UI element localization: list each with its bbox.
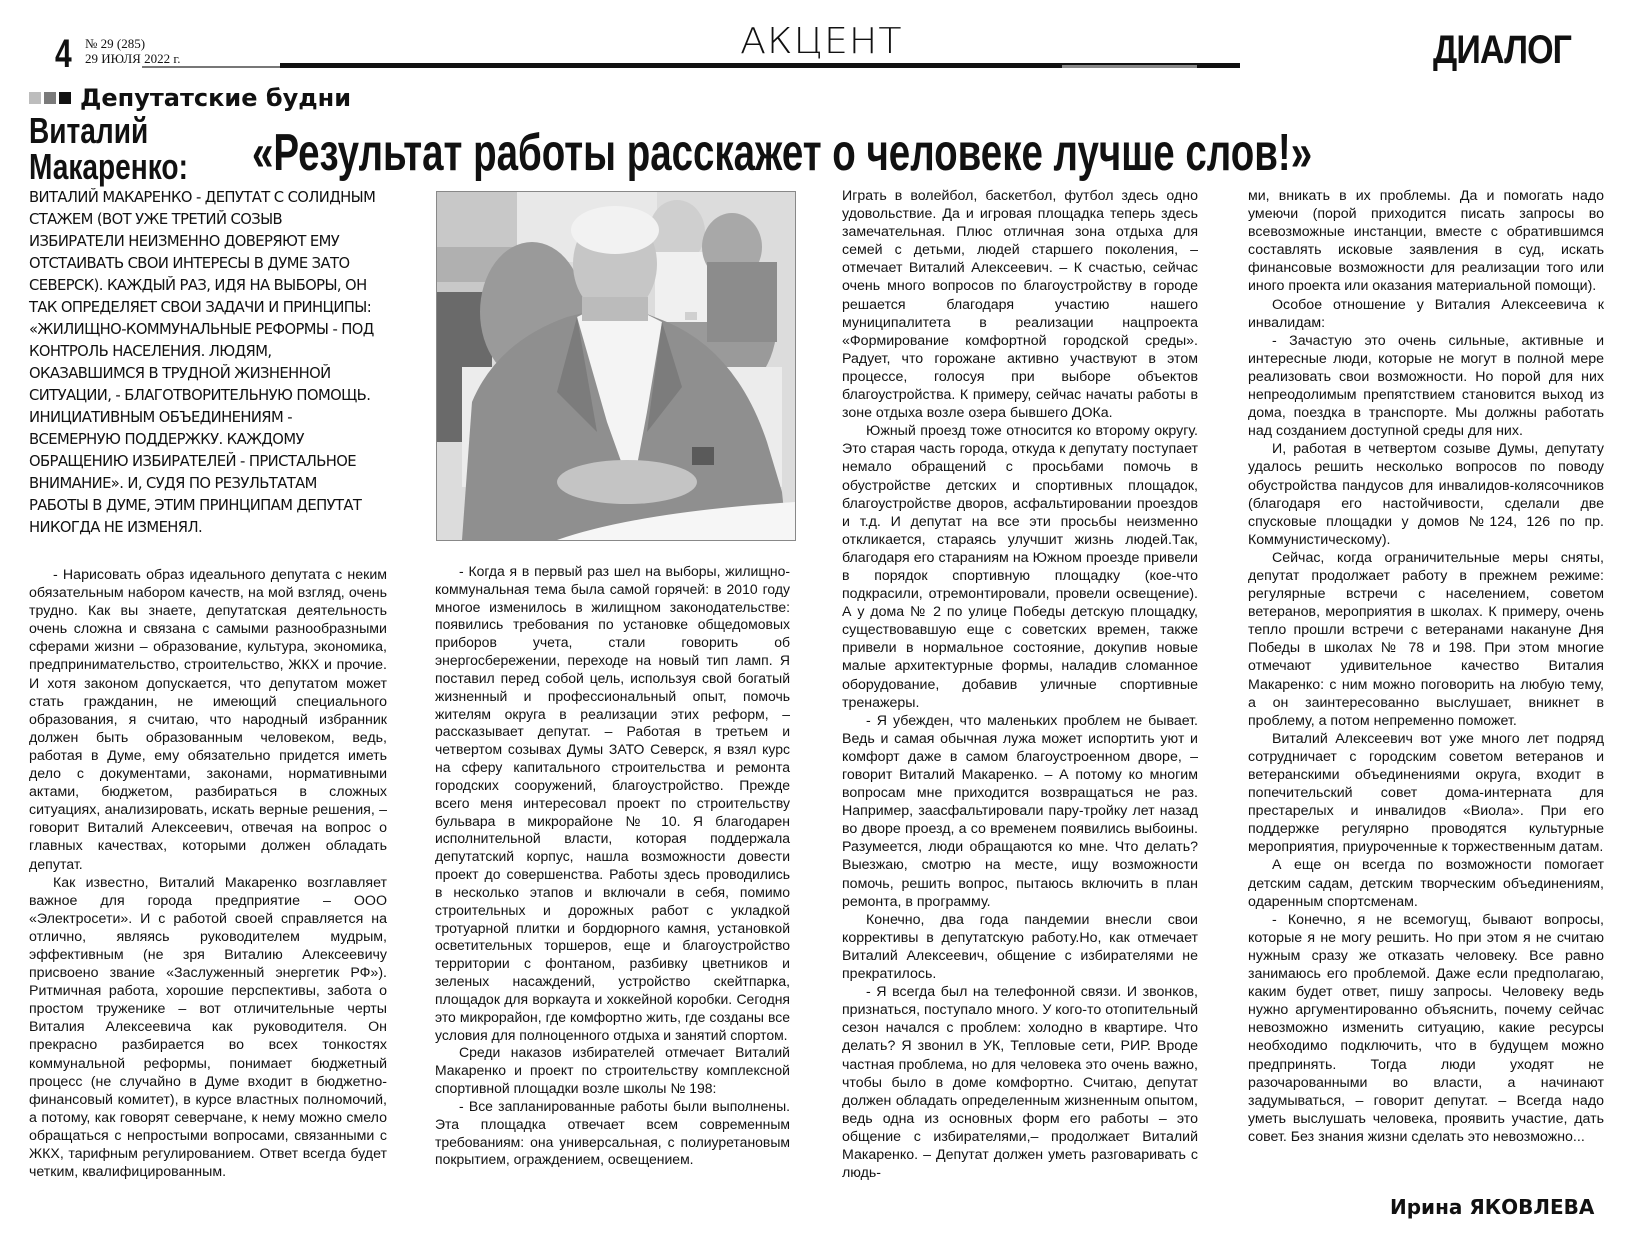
paragraph: И, работая в четвертом созыве Думы, депутату удалось решить несколько вопросов по поводу обустройства пандусов для инвалидов-колясочников (благодаря его настойчивости, сделали две спусковые площадки у домов №124, 126 по пр. Коммунистическому). bbox=[1248, 441, 1604, 548]
subject-name bbox=[29, 110, 188, 187]
paragraph: Конечно, два года пандемии внесли свои коррективы в депутатскую работу.Но, как отмечает Виталий Алексеевич, общение с избирателями не прекратилось. bbox=[842, 911, 1198, 983]
author-last-name: ЯКОВЛЕВА bbox=[1469, 1195, 1595, 1219]
article-column-1 bbox=[29, 566, 387, 1181]
section-title bbox=[0, 22, 1642, 62]
paragraph: ми, вникать в их проблемы. Да и помогать надо умеючи (порой приходится писать запросы во всевозможные инстанции, вместе с обратившимся составлять исковые заявления в суд, искать финансовые возможности для реализации того или иного проекта или оказания материальной помощи). bbox=[1248, 188, 1604, 295]
article-column-3 bbox=[842, 187, 1198, 1182]
portrait-illustration bbox=[437, 192, 795, 540]
rubric-title: Депутатские будни bbox=[80, 84, 352, 112]
author-byline bbox=[1390, 1195, 1594, 1219]
paragraph: А еще он всегда по возможности помогает детским садам, детским творческим объединениям, одаренным спортсменам. bbox=[1248, 857, 1604, 910]
paragraph: - Все запланированные работы были выполнены. Эта площадка отвечает всем современным требованиям: она универсальная, с полиуретановым покрытием, ограждением, освещением. bbox=[435, 1097, 790, 1168]
paragraph: Играть в волейбол, баскетбол, футбол здесь одно удовольствие. Да и игровая площадка теперь здесь замечательная. Плюс отличная зона отдыха для семей с детьми, людей старшего поколения, – отмечает Виталий Алексеевич. – К счастью, сейчас очень много вопросов по благоустройству в городе решается благодаря участию нашего муниципалитета в реализации нацпроекта «Формирование комфортной городской среды». Радует, что горожане активно участвуют в этом процессе, голосуя при выборе объектов благоустройства. К примеру, сейчас начаты работы в зоне отдыха возле озера бывшего ДОКа. bbox=[842, 188, 1198, 422]
paragraph: Сейчас, когда ограничительные меры сняты, депутат продолжает работу в прежнем режиме: регулярные встречи с населением, советом ветеранов, мероприятия в школах. К примеру, очень тепло прошли встречи с ветеранами накануне Дня Победы в школах № 78 и 198. При этом многие отмечают удивительное качество Виталия Макаренко: с ним можно поговорить на любую тему, а он заинтересованно выслушает, вникнет в проблему, а потом непременно поможет. bbox=[1248, 549, 1604, 729]
paragraph: Среди наказов избирателей отмечает Виталий Макаренко и проект по строительству комплексной спортивной площадки возле школы № 198: bbox=[435, 1044, 790, 1097]
subject-first-name: Виталий bbox=[29, 110, 149, 151]
paragraph: - Конечно, я не всемогущ, бывают вопросы, которые я не могу решить. Но при этом я не считаю нужным сразу же отказать человеку. Все равно занимаюсь его проблемой. Даже если предполагаю, каким будет ответ, пишу запросы. Человеку ведь нужно аргументированно объяснить, почему сейчас невозможно изменить ситуацию, какие ресурсы необходимо подключить, что в будущем можно предпринять. Тогда люди уходят не разочарованными во власти, а начинают задумываться, – говорит депутат. – Всегда надо уметь выслушать человека, проявить участие, дать совет. Без знания жизни сделать это невозможно... bbox=[1248, 911, 1604, 1145]
header-rule-left bbox=[142, 66, 280, 68]
paragraph: Виталий Алексеевич вот уже много лет подряд сотрудничает с городским советом ветеранов и ветеранскими объединениями округа, входит в попечительский совет дома-интерната для престарелых и инвалидов «Виола». При его поддержке регулярно проводятся культурные мероприятия, приуроченные к торжественным датам. bbox=[1248, 730, 1604, 856]
page-number: 4 bbox=[55, 32, 72, 76]
paragraph: - Я всегда был на телефонной связи. И звонков, признаться, поступало много. У кого-то отопительный сезон начался с проблем: холодно в квартире. Что делать? Я звонил в УК, Тепловые сети, РИР. Вроде частная проблема, но для человека это очень важно, чтобы было в доме комфортно. Считаю, депутат должен обладать определенным жизненным опытом, ведь одна из основных форм его работы – это общение с избирателями,– продолжает Виталий Макаренко. – Депутат должен уметь разговаривать с людь- bbox=[842, 984, 1199, 1182]
rubric bbox=[29, 84, 351, 112]
paragraph: Особое отношение у Виталия Алексеевича к инвалидам: bbox=[1248, 296, 1604, 331]
header-rule-right bbox=[1062, 65, 1197, 68]
portrait-photo bbox=[436, 191, 796, 541]
issue-number: № 29 (285) bbox=[85, 36, 146, 51]
rubric-square-icon bbox=[29, 92, 41, 104]
subject-last-name: Макаренко: bbox=[29, 146, 188, 187]
paragraph: - Когда я в первый раз шел на выборы, жилищно-коммунальная тема была самой горячей: в 2010 году многое изменилось в жилищном законодательстве: появились требования по установке общедомовых приборов учета, стали говорить об энергосбережении, переходе на новый тип ламп. Я поставил перед собой цель, используя свой богатый жизненный и профессиональный опыт, помочь жителям округа в реализации этих реформ, – рассказывает депутат. – Работая в третьем и четвертом созывах Думы ЗАТО Северск, я взял курс на сферу капитального строительства и ремонта городских сооружений, благоустройство. Прежде всего меня интересовал проект по строительству бульвара в микрорайоне № 10. Я благодарен исполнительной власти, которая поддержала депутатский корпус, нашла возможности довести проект до совершенства. Работы здесь проводились в несколько этапов и включали в себя, помимо строительных и дорожных работ с укладкой тротуарной плитки и бордюрного камня, установкой осветительных торшеров, еще и благоустройство территории с фонтаном, разбивку цветников и зеленых насаждений, устройство скейтпарка, площадок для воркаута и хоккейной коробки. Сегодня это микрорайон, где комфортно жить, где созданы все условия для полноценного отдыха и занятий спортом. bbox=[435, 563, 790, 1043]
issue-date: 29 ИЮЛЯ 2022 г. bbox=[85, 51, 181, 66]
paragraph: - Нарисовать образ идеального депутата с неким обязательным набором качеств, на мой взгляд, очень трудно. Как вы знаете, депутатская деятельность очень сложна и связана с самыми разнообразными сферами жизни – образование, культура, экономика, предпринимательство, строительство, ЖКХ и прочие. И хотя законом допускается, что депутатом может стать гражданин, не имеющий специального образования, я считаю, что народный избранник должен быть образованным человеком, ведь, работая в Думе, ему обязательно придется иметь дело с документами, законами, нормативными актами, бюджетом, разбираться в сложных ситуациях, анализировать, искать верные решения, – говорит Виталий Алексеевич, отвечая на вопрос о главных качествах, которыми должен обладать депутат. bbox=[29, 567, 387, 873]
rubric-square-icon bbox=[59, 92, 71, 104]
paragraph: Как известно, Виталий Макаренко возглавляет важное для города предприятие – ООО «Электросети». И с работой своей справляется на отлично, являясь руководителем мудрым, эффективным (не зря Виталию Алексеевичу присвоено звание «Заслуженный энергетик РФ»). Ритмичная работа, хорошие перспективы, забота о простом труженике – вот отличительные черты Виталия Алексеевича как руководителя. Он прекрасно разбирается во всех тонкостях коммунальной реформы, понимает бюджетный процесс (не случайно в Думе входит в бюджетно-финансовый комитет), в курсе властных полномочий, а потому, как говорят северчане, к нему можно смело обращаться с непростыми вопросами, связанными с ЖКХ, тарифным регулированием. Ответ всегда будет четким, квалифицированным. bbox=[29, 874, 387, 1181]
article-column-4 bbox=[1248, 187, 1604, 1146]
paragraph: - Зачастую это очень сильные, активные и интересные люди, которые не могут в полной мере реализовать свои возможности. Но порой для них непреодолимым препятствием становится выход из дома, поездка в транспорте. Мы должны работать над созданием доступной среды для них. bbox=[1248, 332, 1604, 440]
article-column-2 bbox=[435, 563, 790, 1169]
author-first-name: Ирина bbox=[1390, 1195, 1463, 1219]
paragraph: - Я убежден, что маленьких проблем не бывает. Ведь и самая обычная лужа может испортить уют и комфорт даже в самом благоустроенном дворе, – говорит Виталий Макаренко. – А потому ко многим вопросам мне приходится возвращаться не раз. Например, заасфальтировали пару-тройку лет назад во дворе проезд, а со временем появились выбоины. Разумеется, люди обращаются ко мне. Что делать? Выезжаю, смотрю на месте, ищу возможности помочь, решить вопрос, пытаюсь включить в план ремонта, в программу. bbox=[842, 712, 1198, 910]
newspaper-logo: ДИАЛОГ bbox=[1433, 28, 1572, 72]
paragraph: Южный проезд тоже относится ко второму округу. Это старая часть города, откуда к депутату поступает немало обращений с просьбами помочь в обустройстве детских и спортивных площадок, благоустройстве дворов, асфальтировании проездов и т.д. И депутат на все эти просьбы неизменно откликается, стараясь улучшит жизнь людей.Так, благодаря его стараниям на Южном проезде привели в порядок спортивную площадку (кое-что подкрасили, отремонтировали, провели освещение). А у дома № 2 по улице Победы детскую площадку, существовавшую еще с советских времен, также привели в нормальное состояние, докупив новые малые архитектурные формы, наладив сломанное оборудование, добавив уличные спортивные тренажеры. bbox=[842, 423, 1198, 711]
section-title-text: АКЦЕНТ bbox=[739, 21, 903, 62]
headline: «Результат работы расскажет о человеке лучше слов!» bbox=[252, 124, 1313, 182]
rubric-square-icon bbox=[44, 92, 56, 104]
lead-paragraph: ВИТАЛИЙ МАКАРЕНКО - ДЕПУТАТ С СОЛИДНЫМ СТАЖЕМ (ВОТ УЖЕ ТРЕТИЙ СОЗЫВ ИЗБИРАТЕЛИ НЕИЗМЕННО ДОВЕРЯЮТ ЕМУ ОТСТАИВАТЬ СВОИ ИНТЕРЕСЫ В ДУМЕ ЗАТО СЕВЕРСК). КАЖДЫЙ РАЗ, ИДЯ НА ВЫБОРЫ, ОН ТАК ОПРЕДЕЛЯЕТ СВОИ ЗАДАЧИ И ПРИНЦИПЫ: «ЖИЛИЩНО-КОММУНАЛЬНЫЕ РЕФОРМЫ - ПОД КОНТРОЛЬ НАСЕЛЕНИЯ. ЛЮДЯМ, ОКАЗАВШИМСЯ В ТРУДНОЙ ЖИЗНЕННОЙ СИТУАЦИИ, - БЛАГОТВОРИТЕЛЬНУЮ ПОМОЩЬ. ИНИЦИАТИВНЫМ ОБЪЕДИНЕНИЯМ - ВСЕМЕРНУЮ ПОДДЕРЖКУ. КАЖДОМУ ОБРАЩЕНИЮ ИЗБИРАТЕЛЕЙ - ПРИСТАЛЬНОЕ ВНИМАНИЕ». И, СУДЯ ПО РЕЗУЛЬТАТАМ РАБОТЫ В ДУМЕ, ЭТИМ ПРИНЦИПАМ ДЕПУТАТ НИКОГДА НЕ ИЗМЕНЯЛ. bbox=[29, 189, 376, 536]
